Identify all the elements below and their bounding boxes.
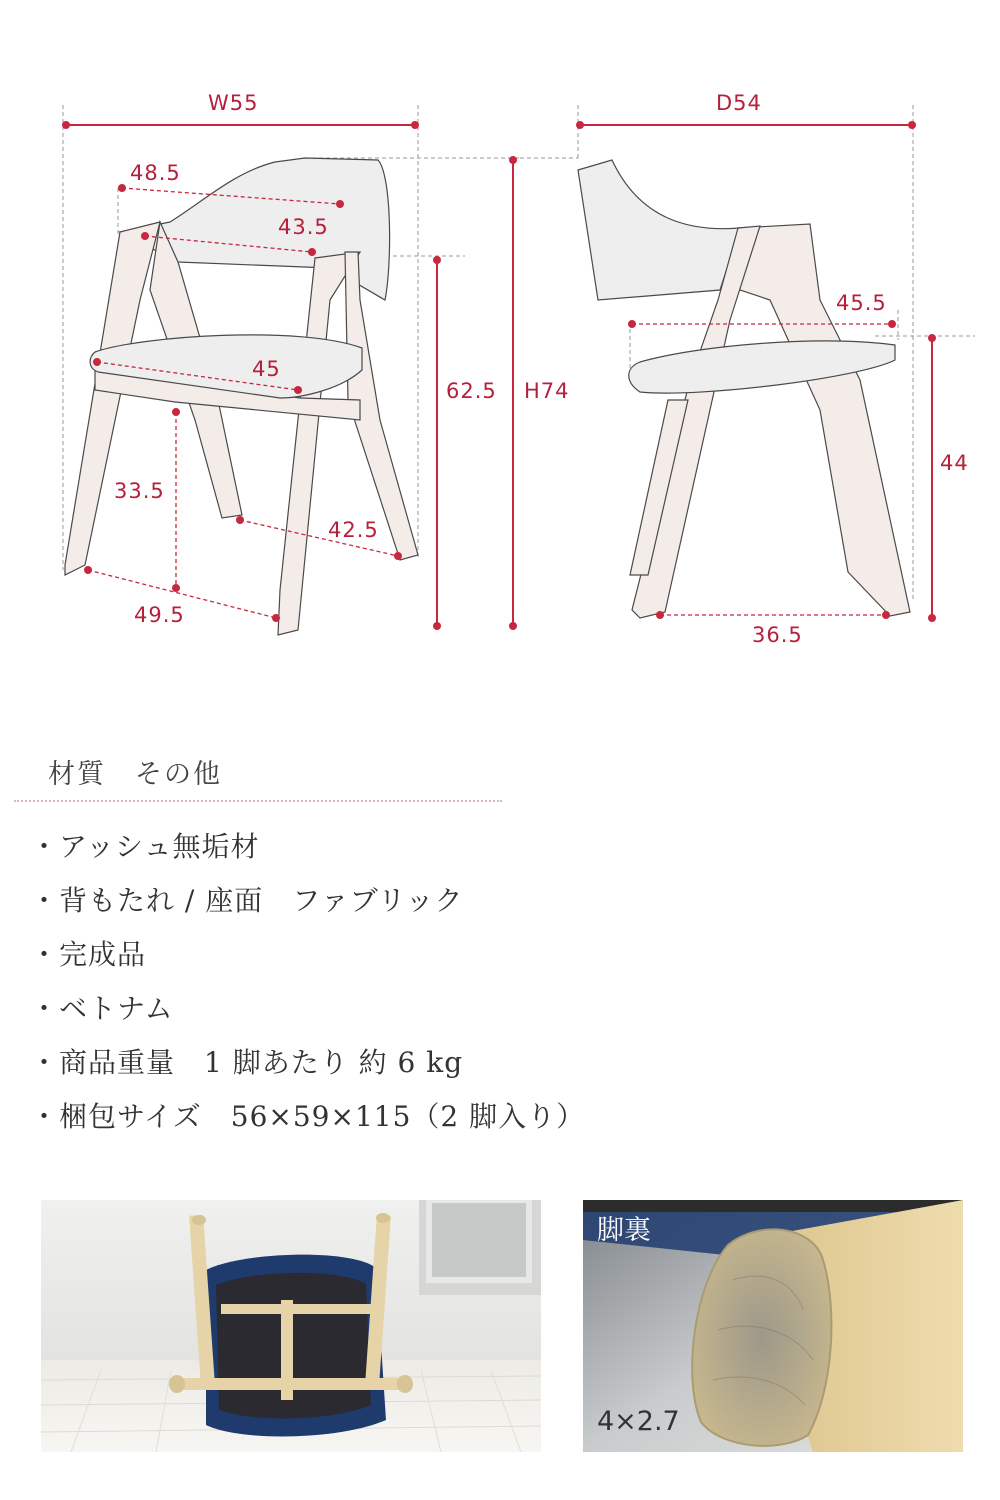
dimension-diagram [0, 0, 1000, 680]
label-depth: D54 [716, 91, 762, 115]
label-seat-height-side: 44 [940, 451, 969, 475]
label-height: H74 [524, 379, 570, 403]
side-chair-drawing [578, 160, 910, 618]
spec-item-origin: ・ ベトナム [30, 990, 585, 1044]
leg-bottom-photo [583, 1200, 963, 1452]
label-back-top-width: 48.5 [130, 161, 181, 185]
spec-item-assembly: ・ 完成品 [30, 936, 585, 990]
leg-bottom-label: 脚裏 [597, 1215, 651, 1246]
label-arm-height: 62.5 [446, 379, 497, 403]
side-front-leg [738, 224, 910, 616]
spec-item-upholstery: ・ 背もたれ / 座面 ファブリック [30, 882, 585, 936]
spec-item-material: ・ アッシュ無垢材 [30, 828, 585, 882]
section-divider [14, 800, 502, 802]
label-front-leg-span: 49.5 [134, 603, 185, 627]
spec-section-title: 材質 その他 [48, 759, 222, 790]
label-seat-width: 45 [252, 357, 281, 381]
underside-photo [41, 1200, 541, 1452]
front-chair-drawing [65, 158, 418, 635]
side-backrest [578, 160, 740, 300]
label-seat-height-front: 33.5 [114, 479, 165, 503]
underside-photo-image [41, 1200, 541, 1452]
leg-bottom-size: 4×2.7 [597, 1406, 680, 1437]
front-leg-left [65, 222, 160, 575]
label-back-bottom-width: 43.5 [278, 215, 329, 239]
label-width: W55 [208, 91, 259, 115]
label-side-leg-span: 36.5 [752, 623, 803, 647]
spec-item-weight: ・ 商品重量 1 脚あたり 約 6 kg [30, 1044, 585, 1098]
spec-item-package-size: ・ 梱包サイズ 56×59×115（2 脚入り） [30, 1098, 585, 1152]
spec-list [30, 828, 585, 1152]
label-rear-leg-span: 42.5 [328, 518, 379, 542]
label-seat-depth: 45.5 [836, 291, 887, 315]
